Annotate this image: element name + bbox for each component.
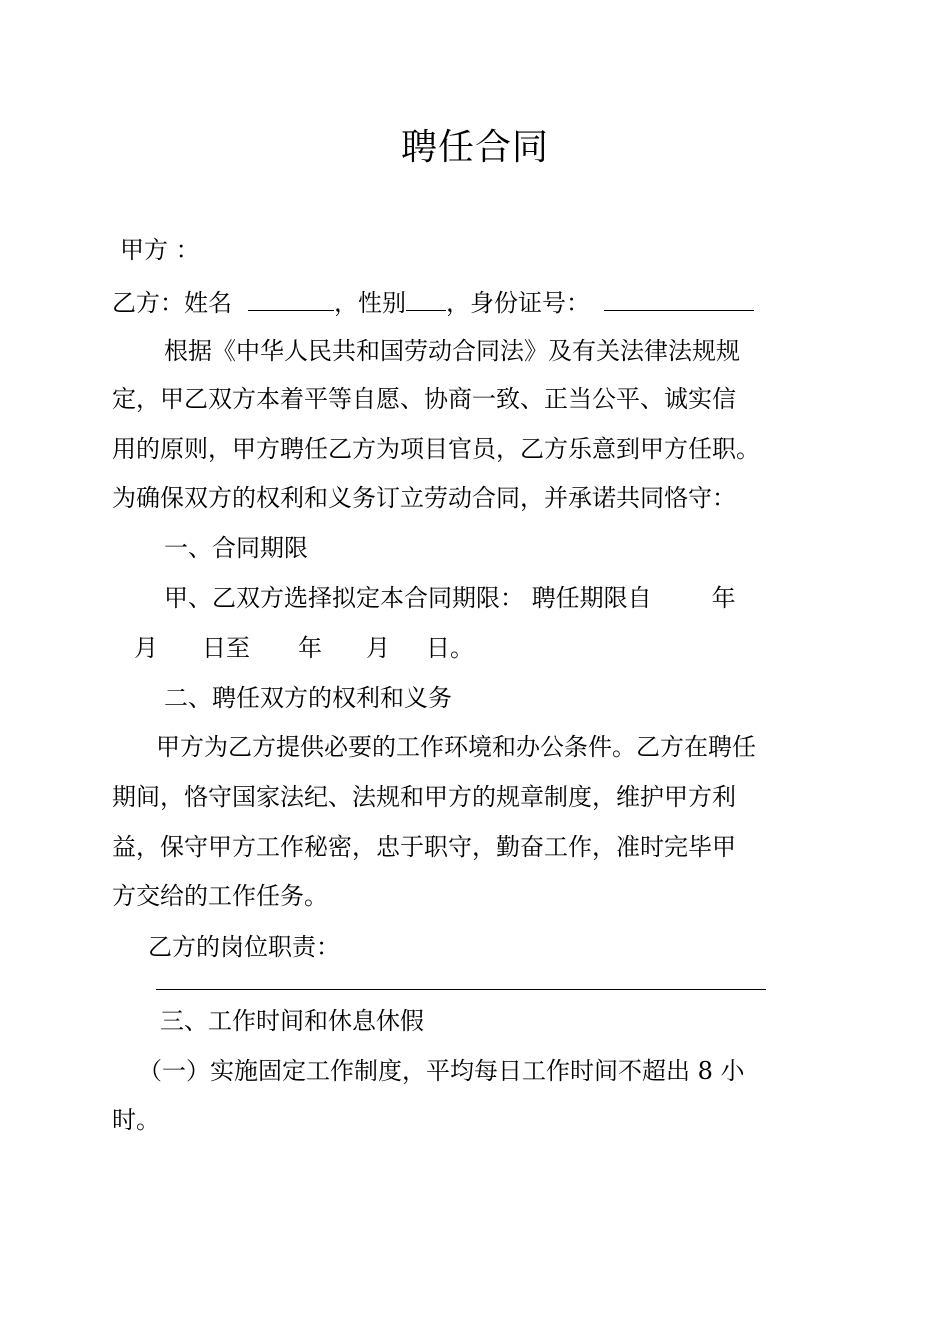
gender-blank — [406, 284, 446, 311]
party-b-id-label: ，身份证号： — [446, 289, 590, 317]
term-line-2 — [134, 632, 474, 664]
term-start-month: 月 — [134, 634, 158, 662]
section-2-heading: 二、聘任双方的权利和义务 — [164, 684, 452, 712]
term-start-year: 年 — [711, 584, 736, 612]
section-3-item-1-line-2: 时。 — [112, 1106, 160, 1134]
party-b-name-label: 乙方：姓名 — [112, 289, 232, 317]
intro-line-2: 定，甲乙双方本着平等自愿、协商一致、正当公平、诚实信 — [112, 385, 736, 413]
section-3-heading: 三、工作时间和休息休假 — [160, 1007, 424, 1035]
term-text: 甲、乙双方选择拟定本合同期限： 聘任期限自 — [164, 584, 652, 612]
term-end-year: 年 — [298, 634, 322, 662]
party-b-gender-label: ，性别 — [334, 289, 406, 317]
party-a-line: 甲方 ： — [120, 236, 200, 264]
section-2-line-3: 益，保守甲方工作秘密，忠于职守，勤奋工作，准时完毕甲 — [112, 833, 736, 861]
section-3-item-1-line-1: （一）实施固定工作制度，平均每日工作时间不超出 8 小 — [138, 1057, 745, 1085]
name-blank — [248, 284, 334, 311]
intro-line-3: 用的原则，甲方聘任乙方为项目官员，乙方乐意到甲方任职。 — [112, 435, 760, 463]
intro-line-4: 为确保双方的权利和义务订立劳动合同，并承诺共同恪守： — [112, 484, 736, 512]
term-end-month: 月 — [366, 634, 390, 662]
duties-blank-line — [156, 989, 766, 990]
intro-line-1: 根据《中华人民共和国劳动合同法》及有关法律法规规 — [164, 337, 740, 365]
section-2-line-4: 方交给的工作任务。 — [112, 882, 328, 910]
document-title: 聘任合同 — [400, 127, 549, 168]
id-number-blank — [604, 284, 754, 311]
section-1-heading: 一、合同期限 — [164, 534, 308, 562]
duties-label: 乙方的岗位职责： — [148, 933, 340, 961]
party-b-line — [112, 284, 754, 319]
section-2-line-2: 期间，恪守国家法纪、法规和甲方的规章制度，维护甲方利 — [112, 783, 736, 811]
term-line-1 — [164, 582, 736, 614]
section-2-line-1: 甲方为乙方提供必要的工作环境和办公条件。乙方在聘任 — [156, 733, 756, 761]
term-end-day: 日。 — [426, 634, 474, 662]
term-start-day: 日至 — [202, 634, 250, 662]
